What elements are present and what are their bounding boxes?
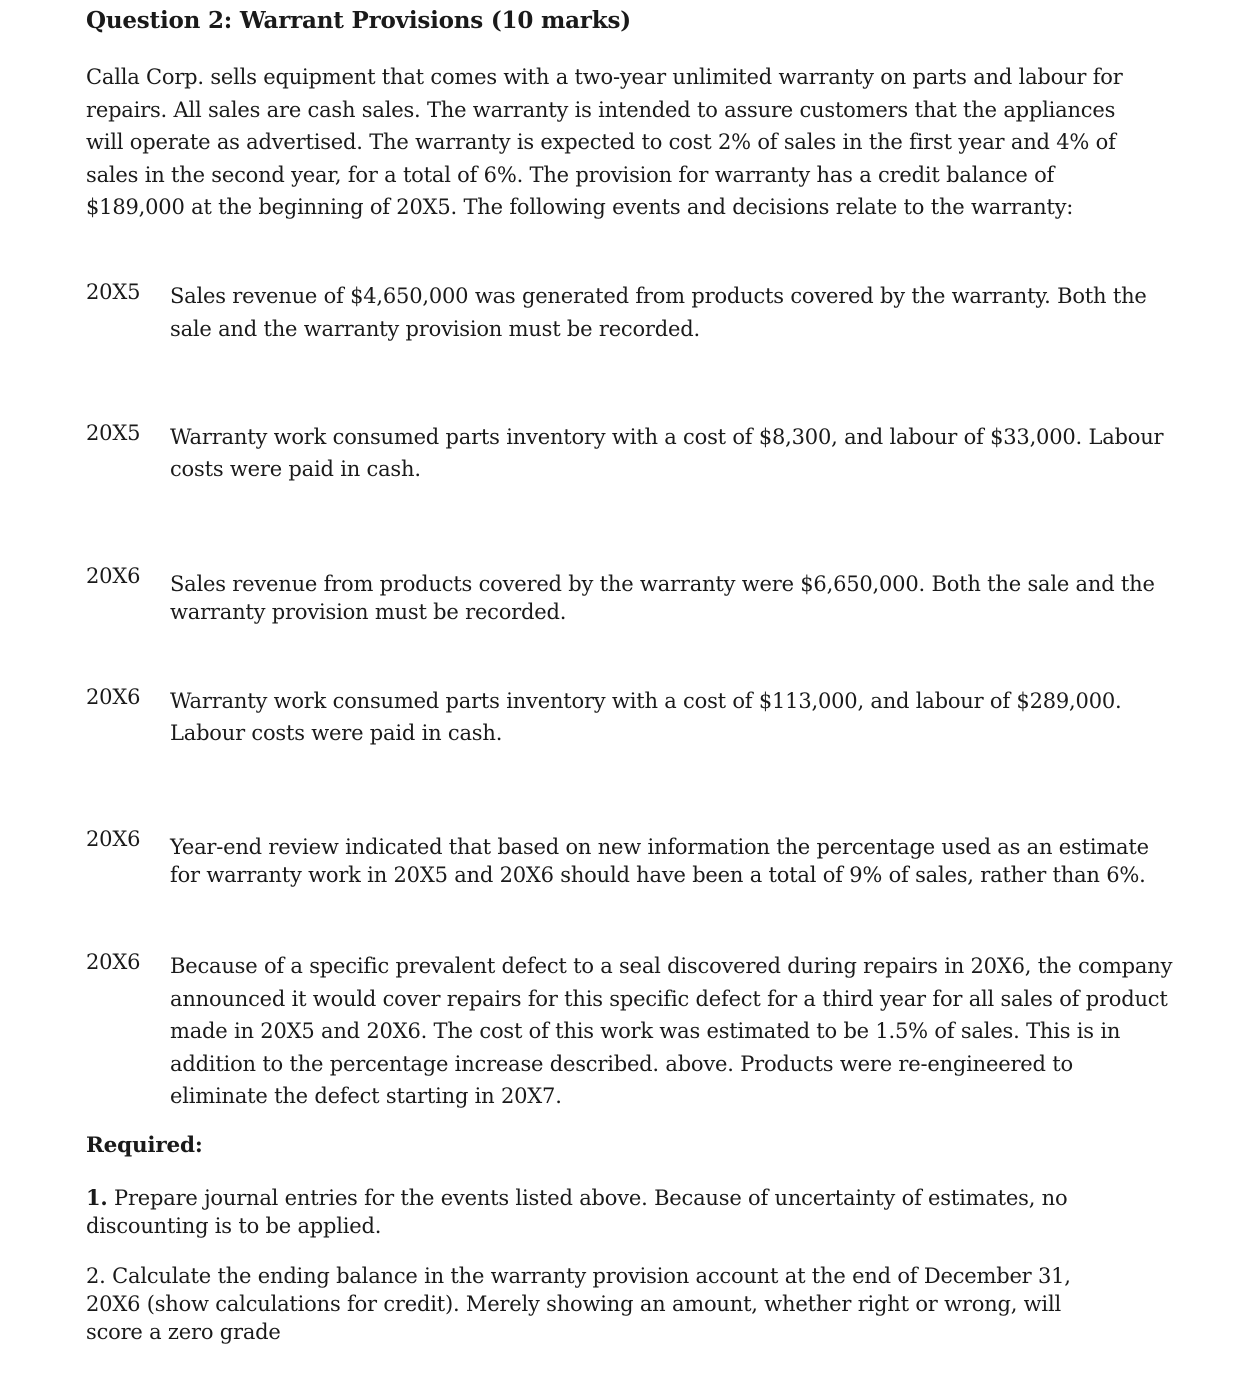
- event-year: 20X6: [86, 564, 141, 588]
- event-text: Warranty work consumed parts inventory with a cost of $113,000, and labour of $289,000. Labour costs were paid in cash.: [170, 689, 1122, 745]
- event-year: 20X5: [86, 421, 141, 445]
- event-year: 20X6: [86, 685, 141, 709]
- required-item-number: 2.: [86, 1264, 106, 1288]
- event-year: 20X5: [86, 280, 141, 304]
- required-item-text: Prepare journal entries for the events listed above. Because of uncertainty of estimates, no discounting is to be applied.: [86, 1186, 1068, 1238]
- required-item: [86, 1262, 1096, 1346]
- required-item-number: 1.: [86, 1185, 108, 1210]
- event-text: Warranty work consumed parts inventory with a cost of $8,300, and labour of $33,000. Labour costs were paid in cash.: [170, 425, 1164, 481]
- intro-paragraph: Calla Corp. sells equipment that comes with a two-year unlimited warranty on parts and labour for repairs. All sales are cash sales. The warranty is intended to assure customers that the appliances will operate as advertised. The warranty is expected to cost 2% of sales in the first year and 4% of sales in the second year, for a total of 6%. The provision for warranty has a credit balance of $189,000 at the beginning of 20X5. The following events and decisions relate to the warranty:: [86, 65, 1123, 219]
- required-heading: Required:: [86, 1133, 203, 1158]
- event-text: Sales revenue of $4,650,000 was generated from products covered by the warranty. Both the sale and the warranty provision must be recorded.: [170, 284, 1147, 341]
- event-text: Year-end review indicated that based on new information the percentage used as an estimate for warranty work in 20X5 and 20X6 should have been a total of 9% of sales, rather than 6%.: [170, 835, 1149, 887]
- event-year: 20X6: [86, 950, 141, 974]
- question-title: Question 2: Warrant Provisions (10 marks): [86, 7, 631, 34]
- event-text: Sales revenue from products covered by the warranty were $6,650,000. Both the sale and the warranty provision must be recorded.: [170, 572, 1155, 624]
- event-text: Because of a specific prevalent defect to a seal discovered during repairs in 20X6, the company announced it would cover repairs for this specific defect for a third year for all sales of product made in 20X5 and 20X6. The cost of this work was estimated to be 1.5% of sales. This is in addition to the percentage increase described. above. Products were re-engineered to eliminate the defect starting in 20X7.: [170, 954, 1173, 1108]
- required-item: [86, 1184, 1096, 1240]
- event-year: 20X6: [86, 827, 141, 851]
- required-item-text: Calculate the ending balance in the warranty provision account at the end of December 31, 20X6 (show calculations for credit). Merely showing an amount, whether right or wrong, will score a zero grade: [86, 1264, 1071, 1344]
